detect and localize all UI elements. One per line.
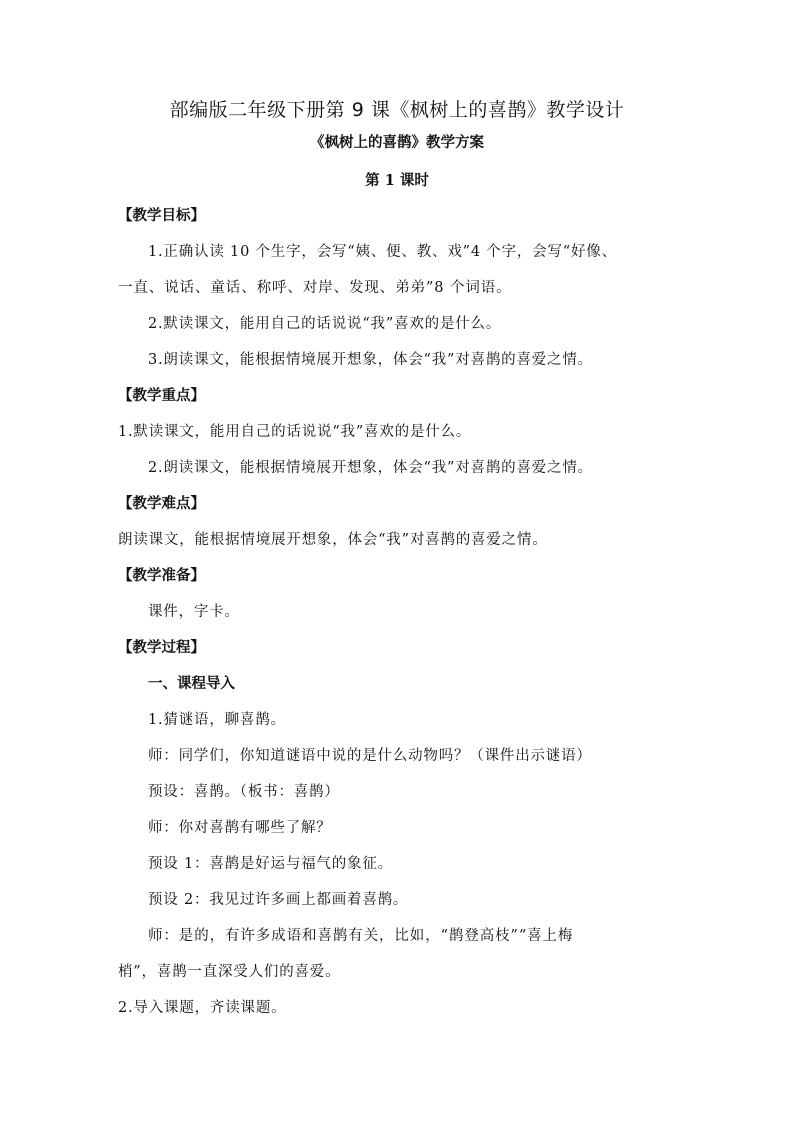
process-heading: 【教学过程】: [118, 639, 205, 656]
process-line: 预设 2：我见过许多画上都画着喜鹊。: [148, 892, 409, 908]
process-part-title: 一、课程导入: [148, 675, 235, 692]
difficulties-heading: 【教学难点】: [118, 495, 205, 512]
document-subtitle: 《枫树上的喜鹊》教学方案: [310, 134, 484, 151]
process-line: 预设 1：喜鹊是好运与福气的象征。: [148, 856, 393, 872]
objective-item: 一直、说话、童话、称呼、对岸、发现、弟弟”8 个词语。: [118, 280, 512, 296]
objective-item: 1.正确认读 10 个生字，会写“姨、便、教、戏”4 个字，会写“好像、: [148, 244, 617, 260]
lesson-label: 第 1 课时: [365, 172, 429, 189]
process-line: 师：你对喜鹊有哪些了解？: [148, 820, 332, 836]
process-line: 梢”，喜鹊一直深受人们的喜爱。: [118, 964, 341, 980]
objective-item: 2.默读课文，能用自己的话说说“我”喜欢的是什么。: [148, 316, 502, 332]
key-point-item: 1.默读课文，能用自己的话说说“我”喜欢的是什么。: [118, 424, 472, 440]
document-title: 部编版二年级下册第 9 课《枫树上的喜鹊》教学设计: [169, 99, 625, 121]
process-line: 1.猜谜语，聊喜鹊。: [148, 712, 286, 728]
key-point-item: 2.朗读课文，能根据情境展开想象，体会“我”对喜鹊的喜爱之情。: [148, 460, 593, 476]
objective-item: 3.朗读课文，能根据情境展开想象，体会“我”对喜鹊的喜爱之情。: [148, 352, 593, 368]
process-line: 2.导入课题，齐读课题。: [118, 1000, 287, 1016]
preparation-text: 课件，字卡。: [148, 604, 240, 620]
process-line: 师：同学们，你知道谜语中说的是什么动物吗？（课件出示谜语）: [148, 748, 592, 764]
objectives-heading: 【教学目标】: [118, 207, 205, 224]
process-line: 师：是的，有许多成语和喜鹊有关，比如，“鹊登高枝”“喜上梅: [148, 928, 574, 944]
key-points-heading: 【教学重点】: [118, 387, 205, 404]
difficulties-text: 朗读课文，能根据情境展开想象，体会“我”对喜鹊的喜爱之情。: [118, 532, 548, 548]
preparation-heading: 【教学准备】: [118, 567, 205, 584]
process-line: 预设：喜鹊。（板书：喜鹊）: [148, 784, 340, 800]
